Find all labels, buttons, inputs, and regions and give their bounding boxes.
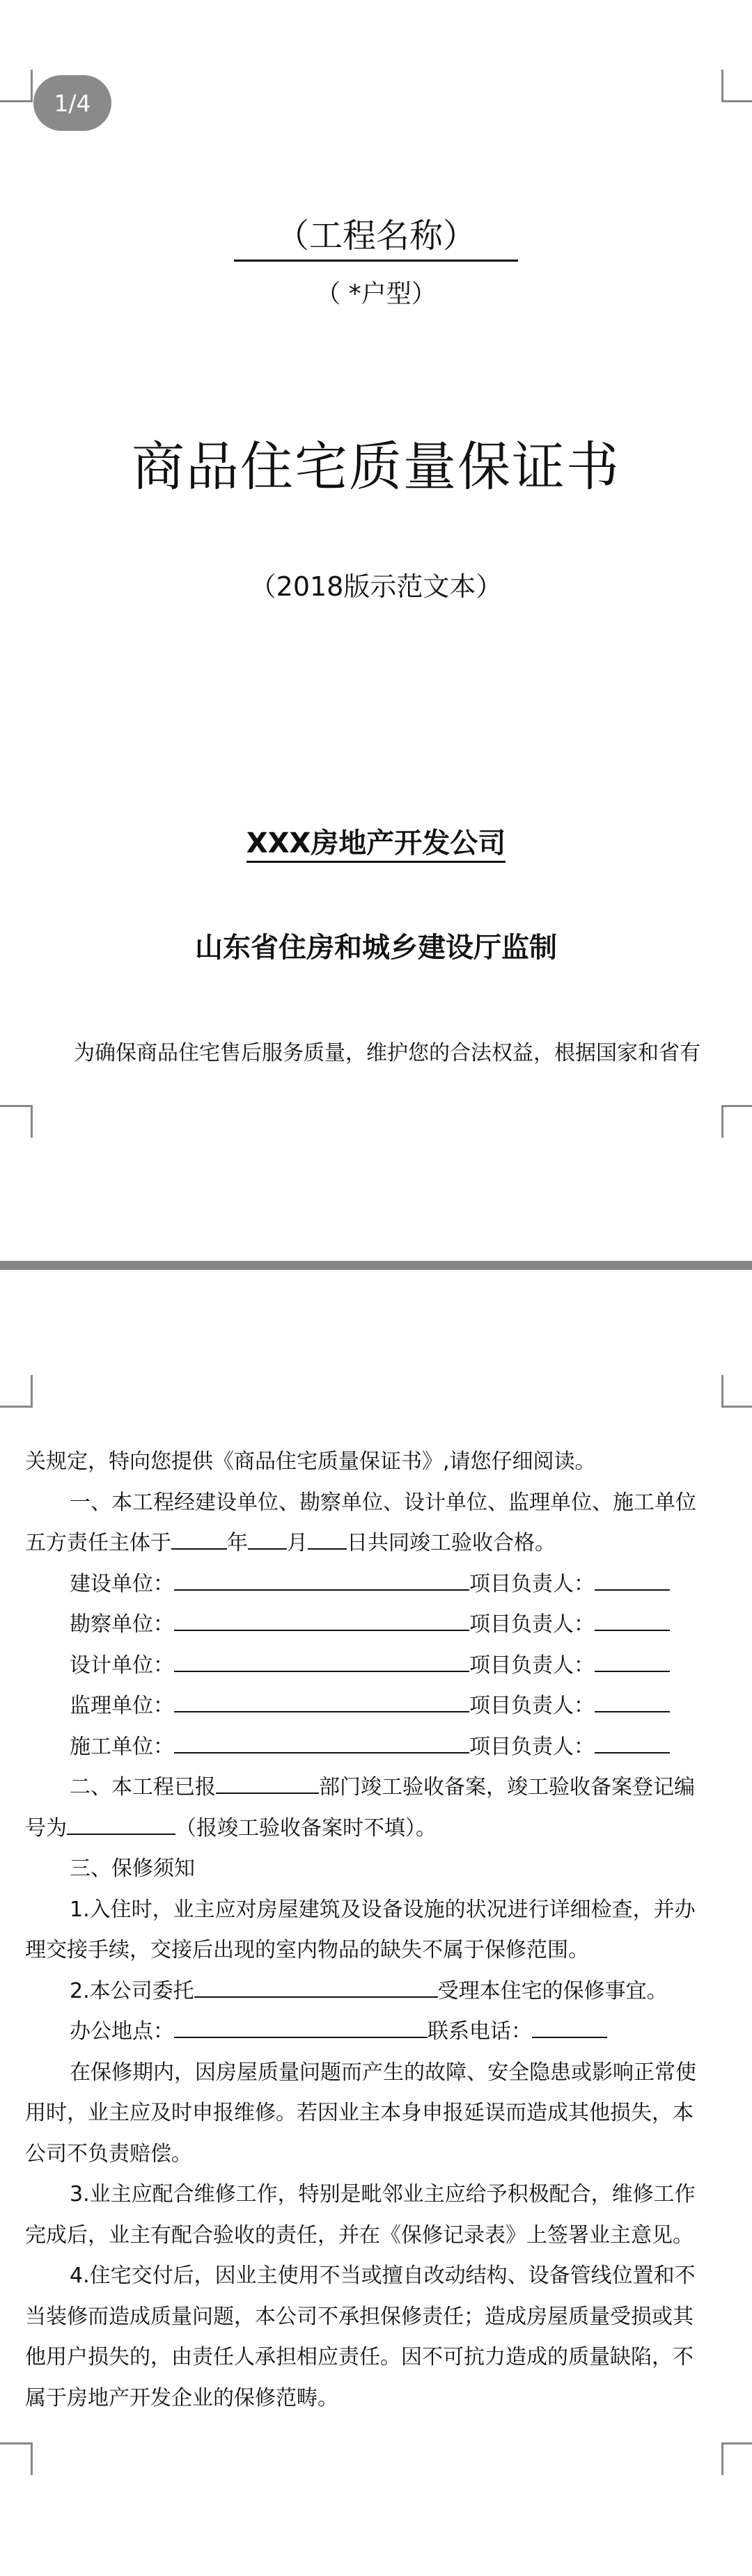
unit-type: （ *户型）: [315, 280, 437, 308]
text-line: 4.住宅交付后，因业主使用不当或擅自改动结构、设备管线位置和不: [70, 2264, 696, 2288]
party-lead-blank: [595, 1731, 670, 1754]
party-lead-label: 项目负责人：: [469, 1694, 595, 1718]
text-line: 3.业主应配合维修工作，特别是毗邻业主应给予积极配合，维修工作: [70, 2182, 696, 2207]
section-heading: 三、保修须知: [70, 1857, 195, 1881]
day-blank: [308, 1527, 347, 1550]
filing-line: [25, 1767, 728, 1808]
crop-mark-bottom-right: [721, 1105, 752, 1138]
text-line: 完成后，业主有配合验收的责任，并在《保修记录表》上签署业主意见。: [25, 2223, 694, 2248]
phone-label: 联系电话：: [428, 2019, 532, 2044]
party-label: 建设单位：: [70, 1571, 174, 1596]
office-label: 办公地点：: [70, 2019, 174, 2044]
crop-mark-bottom-right: [721, 2442, 752, 2475]
phone-blank: [532, 2016, 607, 2038]
text-line: 用时，业主应及时申报维修。若因业主本身申报延误而造成其他损失，本: [25, 2101, 694, 2125]
party-line-supervision: [25, 1686, 728, 1727]
crop-mark-top-right: [721, 1375, 752, 1408]
text-fragment: 二、本工程已报: [70, 1775, 216, 1799]
party-name-blank: [174, 1650, 469, 1672]
party-name-blank: [174, 1690, 469, 1712]
text-fragment: 五方责任主体于: [25, 1531, 171, 1555]
text-fragment: 部门竣工验收备案，竣工验收备案登记编: [319, 1775, 695, 1799]
project-title-text: （工程名称）: [234, 209, 518, 262]
crop-mark-top-right: [721, 70, 752, 102]
company-name: [0, 821, 752, 861]
party-line-design: [25, 1646, 728, 1687]
party-label: 设计单位：: [70, 1653, 174, 1678]
text-line: 当装修而造成质量问题，本公司不承担保修责任；造成房屋质量受损或其: [25, 2304, 694, 2329]
edition-label: （2018版示范文本）: [249, 571, 503, 602]
project-title: [0, 209, 752, 262]
party-label: 勘察单位：: [70, 1612, 174, 1637]
department-blank: [216, 1772, 319, 1794]
text-line: 一、本工程经建设单位、勘察单位、设计单位、监理单位、施工单位: [70, 1490, 696, 1515]
text-fragment: 年: [227, 1531, 248, 1555]
text-fragment: 2.本公司委托: [70, 1978, 194, 2003]
text-line: 1.入住时，业主应对房屋建筑及设备设施的状况进行详细检查，并办: [70, 1897, 696, 1922]
text-fragment: 受理本住宅的保修事宜。: [437, 1978, 668, 2003]
entrusted-party-blank: [194, 1975, 438, 1998]
party-lead-label: 项目负责人：: [469, 1571, 595, 1596]
party-lead-blank: [595, 1609, 670, 1631]
text-fragment: （报竣工验收备案时不填）。: [175, 1815, 437, 1840]
acceptance-date-line: [25, 1523, 728, 1564]
intro-paragraph: 为确保商品住宅售后服务质量，维护您的合法权益，根据国家和省有: [74, 1041, 700, 1065]
party-lead-blank: [595, 1568, 670, 1591]
party-line-contractor: [25, 1727, 728, 1768]
supervisor-line: 山东省住房和城乡建设厅监制: [195, 932, 557, 964]
page-separator: [0, 1261, 752, 1270]
year-blank: [171, 1527, 227, 1550]
filing-number-blank: [67, 1813, 175, 1835]
page-2-body: [25, 1442, 728, 2419]
text-fragment: 月: [287, 1531, 308, 1555]
crop-mark-bottom-left: [0, 2442, 33, 2475]
text-line: 理交接手续，交接后出现的室内物品的缺失不属于保修范围。: [25, 1938, 589, 1962]
party-lead-blank: [595, 1690, 670, 1712]
party-lead-blank: [595, 1650, 670, 1672]
company-name-text: XXX房地产开发公司: [246, 827, 506, 863]
party-line-construction: [25, 1564, 728, 1605]
crop-mark-top-left: [0, 1375, 33, 1408]
text-line: 属于房地产开发企业的保修范畴。: [25, 2385, 338, 2410]
party-lead-label: 项目负责人：: [469, 1734, 595, 1759]
party-name-blank: [174, 1731, 469, 1754]
party-line-survey: [25, 1605, 728, 1646]
text-line: 公司不负责赔偿。: [25, 2141, 192, 2166]
party-name-blank: [174, 1609, 469, 1631]
page-indicator: 1/4: [33, 75, 111, 131]
party-lead-label: 项目负责人：: [469, 1653, 595, 1678]
office-contact-line: [25, 2012, 728, 2053]
filing-number-line: [25, 1808, 728, 1850]
month-blank: [248, 1527, 287, 1550]
main-title: 商品住宅质量保证书: [132, 436, 620, 498]
text-fragment: 号为: [25, 1815, 67, 1840]
text-line: 关规定，特向您提供《商品住宅质量保证书》,请您仔细阅读。: [25, 1449, 596, 1474]
office-blank: [174, 2016, 428, 2038]
text-fragment: 日共同竣工验收合格。: [347, 1531, 556, 1555]
crop-mark-bottom-left: [0, 1105, 33, 1138]
party-name-blank: [174, 1568, 469, 1591]
party-lead-label: 项目负责人：: [469, 1612, 595, 1637]
party-label: 监理单位：: [70, 1694, 174, 1718]
text-line: 他用户损失的，由责任人承担相应责任。因不可抗力造成的质量缺陷，不: [25, 2345, 694, 2369]
entrust-line: [25, 1971, 728, 2012]
party-label: 施工单位：: [70, 1734, 174, 1759]
crop-mark-top-left: [0, 70, 33, 102]
text-line: 在保修期内，因房屋质量问题而产生的故障、安全隐患或影响正常使: [70, 2060, 696, 2085]
